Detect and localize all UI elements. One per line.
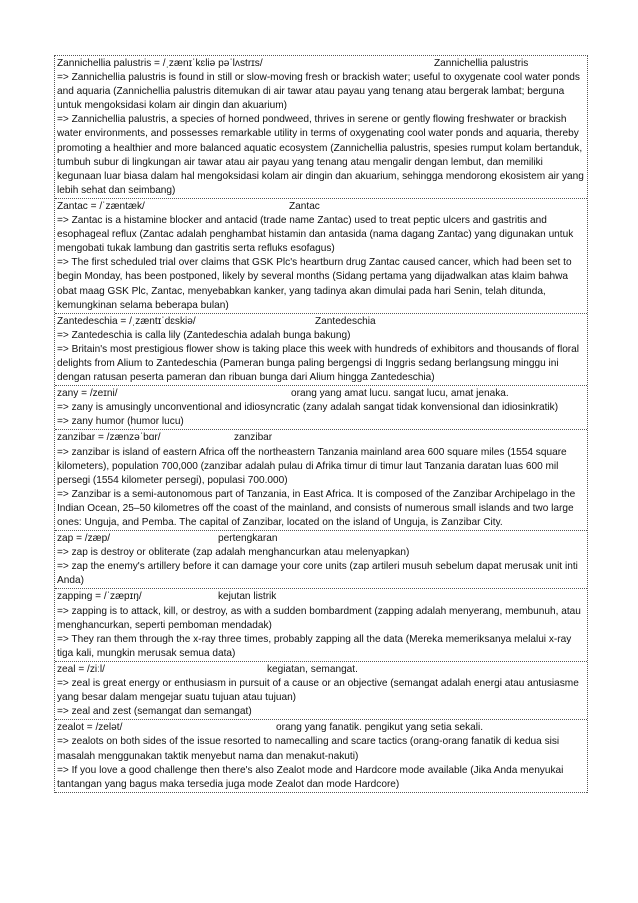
entry-heading [57,315,585,329]
entry-example: => zap the enemy's artillery before it can damage your core units (zap artileri musuh sebelum dapat merusak unit inti Anda) [57,561,578,587]
entry-gloss: orang yang fanatik. pengikut yang setia sekali. [276,722,484,734]
entry-term: Zantac = /ˈzæntæk/ [57,200,145,212]
entry-definition: => zany is amusingly unconventional and idiosyncratic (zany adalah sangat tidak konvensional dan idiosinkratik) [57,402,559,414]
entry-gloss: kejutan listrik [218,591,277,603]
entry-zantedeschia [55,314,587,386]
entry-zeal [55,662,587,720]
entry-heading [57,721,585,735]
entry-term: zany = /zeɪni/ [57,388,118,400]
entry-heading [57,387,585,401]
entry-gloss: Zantac [289,200,320,212]
entry-term: zapping = /ˈzæpɪŋ/ [57,591,142,603]
entry-definition: => Zannichellia palustris is found in still or slow-moving fresh or brackish water; useful to oxygenate cool water ponds and aquaria (Zannichellia palustris ditemukan di air tawar atau payau yang tenang atau bergerak lambat; berguna untuk mengoksidasi kolam air dingin dan akuarium) [57,72,580,112]
entry-gloss: pertengkaran [218,533,278,545]
entry-example: => If you love a good challenge then there's also Zealot mode and Hardcore mode available (Jika Anda menyukai tantangan yang bagus maka tersedia juga mode Zealot dan mode Hardcore) [57,764,564,790]
entry-zap [55,531,587,589]
entry-gloss: kegiatan, semangat. [267,663,358,675]
entry-gloss: Zantedeschia [315,315,376,327]
entry-definition: => zeal is great energy or enthusiasm in pursuit of a cause or an objective (semangat adalah energi atau antusiasme yang besar dalam mengejar suatu tujuan atau tujuan) [57,678,579,704]
entry-gloss: zanzibar [234,432,273,444]
entry-term: zanzibar = /zænzəˈbɑr/ [57,432,161,444]
entry-zealot [55,720,587,792]
entry-term: zeal = /ziːl/ [57,663,105,675]
entry-heading [57,663,585,677]
entry-zanzibar [55,430,587,531]
entry-zantac [55,199,587,314]
entry-zapping [55,589,587,661]
entry-example: => The first scheduled trial over claims that GSK Plc's heartburn drug Zantac caused cancer, which had been set to begin Monday, has been postponed, likely by several months (Sidang pertama yang dijadwalkan atas klaim bahwa obat maag GSK Plc, Zantac, menyebabkan kanker, yang tadinya akan dimulai pada hari Senin, telah ditunda, kemungkinan selama beberapa bulan) [57,257,572,311]
entry-term: zap = /zæp/ [57,533,111,545]
entry-definition: => zealots on both sides of the issue resorted to namecalling and scare tactics (orang-orang fanatik di kedua sisi masalah menggunakan taktik menyebut nama dan menakut-nakuti) [57,736,560,762]
entry-example: => Britain's most prestigious flower show is taking place this week with hundreds of exhibitors and thousands of floral delights from Alium to Zantedeschia (Pameran bunga paling bergengsi di Inggris sedang berlangsung minggu ini dengan ratusan peserta pameran dan ribuan bunga dari Alium hingga Zantedeschia) [57,343,580,384]
entry-zannichellia-palustris [55,56,587,199]
entry-gloss: Zannichellia palustris [434,58,529,69]
entry-definition: => zapping is to attack, kill, or destroy, as with a sudden bombardment (zapping adalah menyerang, membunuh, atau menghancurkan, seperti pemboman mendadak) [57,605,581,631]
entry-example: => Zanzibar is a semi-autonomous part of Tanzania, in East Africa. It is composed of the Zanzibar Archipelago in the Indian Ocean, 25–50 kilometres off the coast of the mainland, and consists of numerous small islands and two large ones: Unguja, and Pemba. The capital of Zanzibar, located on the island of Unguja, is Zanzibar City. [57,488,576,528]
entry-example: => zany humor (humor lucu) [57,416,184,428]
entry-heading [57,532,585,546]
entry-heading [57,57,585,71]
entry-term: Zantedeschia = /ˌzæntɪˈdɛskiə/ [57,315,196,327]
entry-heading [57,431,585,445]
entry-heading [57,590,585,604]
dictionary-entries [54,55,588,793]
entry-definition: => zanzibar is island of eastern Africa off the northeastern Tanzania mainland area 600 square miles (1554 square kilometers), population 700,000 (zanzibar adalah pulau di Afrika timur di timur laut Tanzania daratan luas 600 mil persegi (1554 kilometer persegi), populasi 700.000) [57,446,567,486]
entry-definition: => Zantac is a histamine blocker and antacid (trade name Zantac) used to treat peptic ulcers and gastritis and esophageal reflux (Zantac adalah penghambat histamin dan antasida (nama dagang Zantac) yang digunakan untuk mengobati tukak lambung dan gastritis serta refluks esofagus) [57,215,574,255]
entry-term: Zannichellia palustris = /ˌzænɪˈkɛliə pəˈlʌstrɪs/ [57,58,263,69]
entry-definition: => zap is destroy or obliterate (zap adalah menghancurkan atau melenyapkan) [57,547,410,559]
entry-example: => Zannichellia palustris, a species of horned pondweed, thrives in serene or gently flowing freshwater or brackish water environments, and possesses remarkable utility in terms of oxygenating cool water ponds and aquaria, thereby promoting a healthier and more balanced aquatic ecosystem (Zannichellia palustris, spesies rumput kolam bertanduk, tumbuh subur di lingkungan air tawar atau air payau yang tenang atau mengalir dengan lembut, dan memiliki kegunaan luar biasa dalam hal mengoksidasi kolam air dingin dan akuarium, sehingga mendorong ekosistem air yang lebih sehat dan seimbang) [57,114,584,196]
entry-gloss: orang yang amat lucu. sangat lucu, amat jenaka. [291,388,509,400]
entry-heading [57,200,585,214]
entry-definition: => Zantedeschia is calla lily (Zantedeschia adalah bunga bakung) [57,329,351,341]
entry-example: => They ran them through the x-ray three times, probably zapping all the data (Mereka memeriksanya melalui x-ray tiga kali, mungkin merusak semua data) [57,633,572,659]
entry-zany [55,386,587,430]
entry-example: => zeal and zest (semangat dan semangat) [57,706,252,718]
entry-term: zealot = /zelət/ [57,722,123,734]
